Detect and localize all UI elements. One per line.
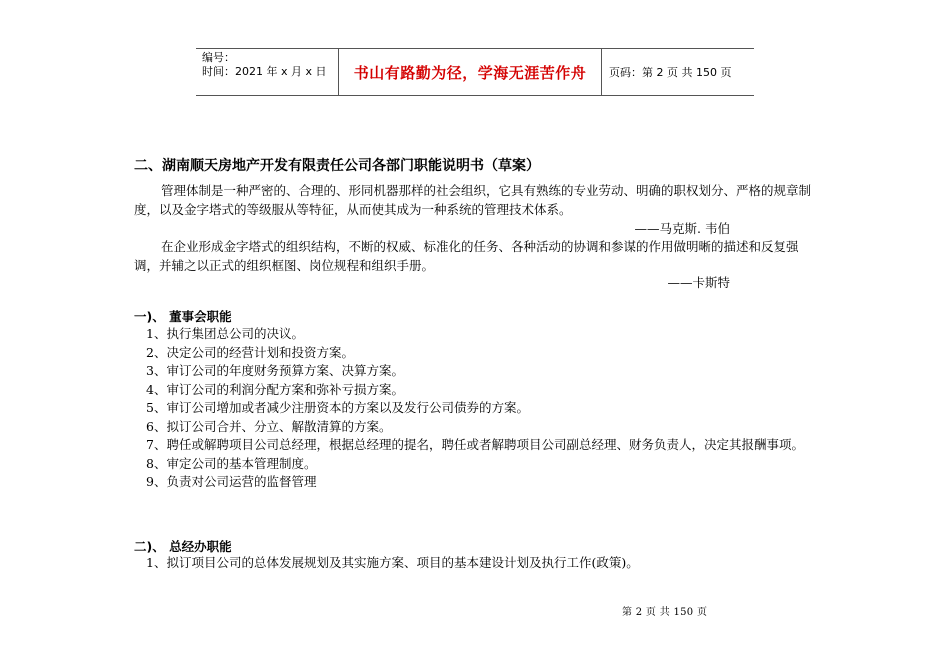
quote-author-2: ——卡斯特	[667, 275, 730, 290]
list-item: 9、负责对公司运营的监督管理	[146, 474, 317, 489]
document-header	[196, 48, 754, 96]
list-item: 2、决定公司的经营计划和投资方案。	[146, 344, 354, 360]
list-item: 1、执行集团总公司的决议。	[146, 326, 304, 341]
header-motto-cell	[339, 49, 602, 95]
page-footer: 第 2 页 共 150 页	[622, 607, 708, 618]
list-item: 6、拟订公司合并、分立、解散清算的方案。	[146, 418, 392, 434]
section-heading-board: 一)、 董事会职能	[134, 309, 232, 324]
quote-paragraph-2: 在企业形成金字塔式的组织结构，不断的权威、标准化的任务、各种活动的协调和参谋的作用做明晰的描述和反复强调，并辅之以正式的组织框图、岗位规程和组织手册。	[134, 239, 799, 273]
quote-author-1: ——马克斯. 韦伯	[634, 221, 730, 236]
list-item: 5、审订公司增加或者减少注册资本的方案以及发行公司债券的方案。	[146, 400, 529, 415]
time-label: 时间：2021 年 x 月 x 日	[202, 65, 327, 78]
list-item: 8、审定公司的基本管理制度。	[146, 455, 317, 471]
quote-paragraph-1: 管理体制是一种严密的、合理的、形同机器那样的社会组织，它具有熟练的专业劳动、明确的职权划分、严格的规章制度，以及金字塔式的等级服从等特征，从而使其成为一种系统的管理技术体系。	[134, 183, 812, 217]
section-heading-gm-office: 二)、 总经办职能	[134, 539, 232, 554]
list-item: 4、审订公司的利润分配方案和弥补亏损方案。	[146, 381, 404, 397]
list-item: 1、拟订项目公司的总体发展规划及其实施方案、项目的基本建设计划及执行工作(政策)。	[146, 555, 639, 570]
list-item: 3、审订公司的年度财务预算方案、决算方案。	[146, 363, 404, 378]
board-duties-list	[134, 325, 818, 492]
header-page-cell	[602, 49, 754, 95]
document-title: 二、湖南顺天房地产开发有限责任公司各部门职能说明书（草案）	[134, 158, 540, 174]
header-meta	[196, 49, 339, 95]
list-item: 7、聘任或解聘项目公司总经理，根据总经理的提名，聘任或者解聘项目公司副总经理、财务负责人，决定其报酬事项。	[146, 437, 804, 452]
gm-office-duties-list	[134, 554, 818, 573]
page-code: 页码：第 2 页 共 150 页	[609, 66, 732, 79]
number-label: 编号：	[202, 51, 235, 64]
header-motto: 书山有路勤为径，学海无涯苦作舟	[353, 63, 587, 82]
